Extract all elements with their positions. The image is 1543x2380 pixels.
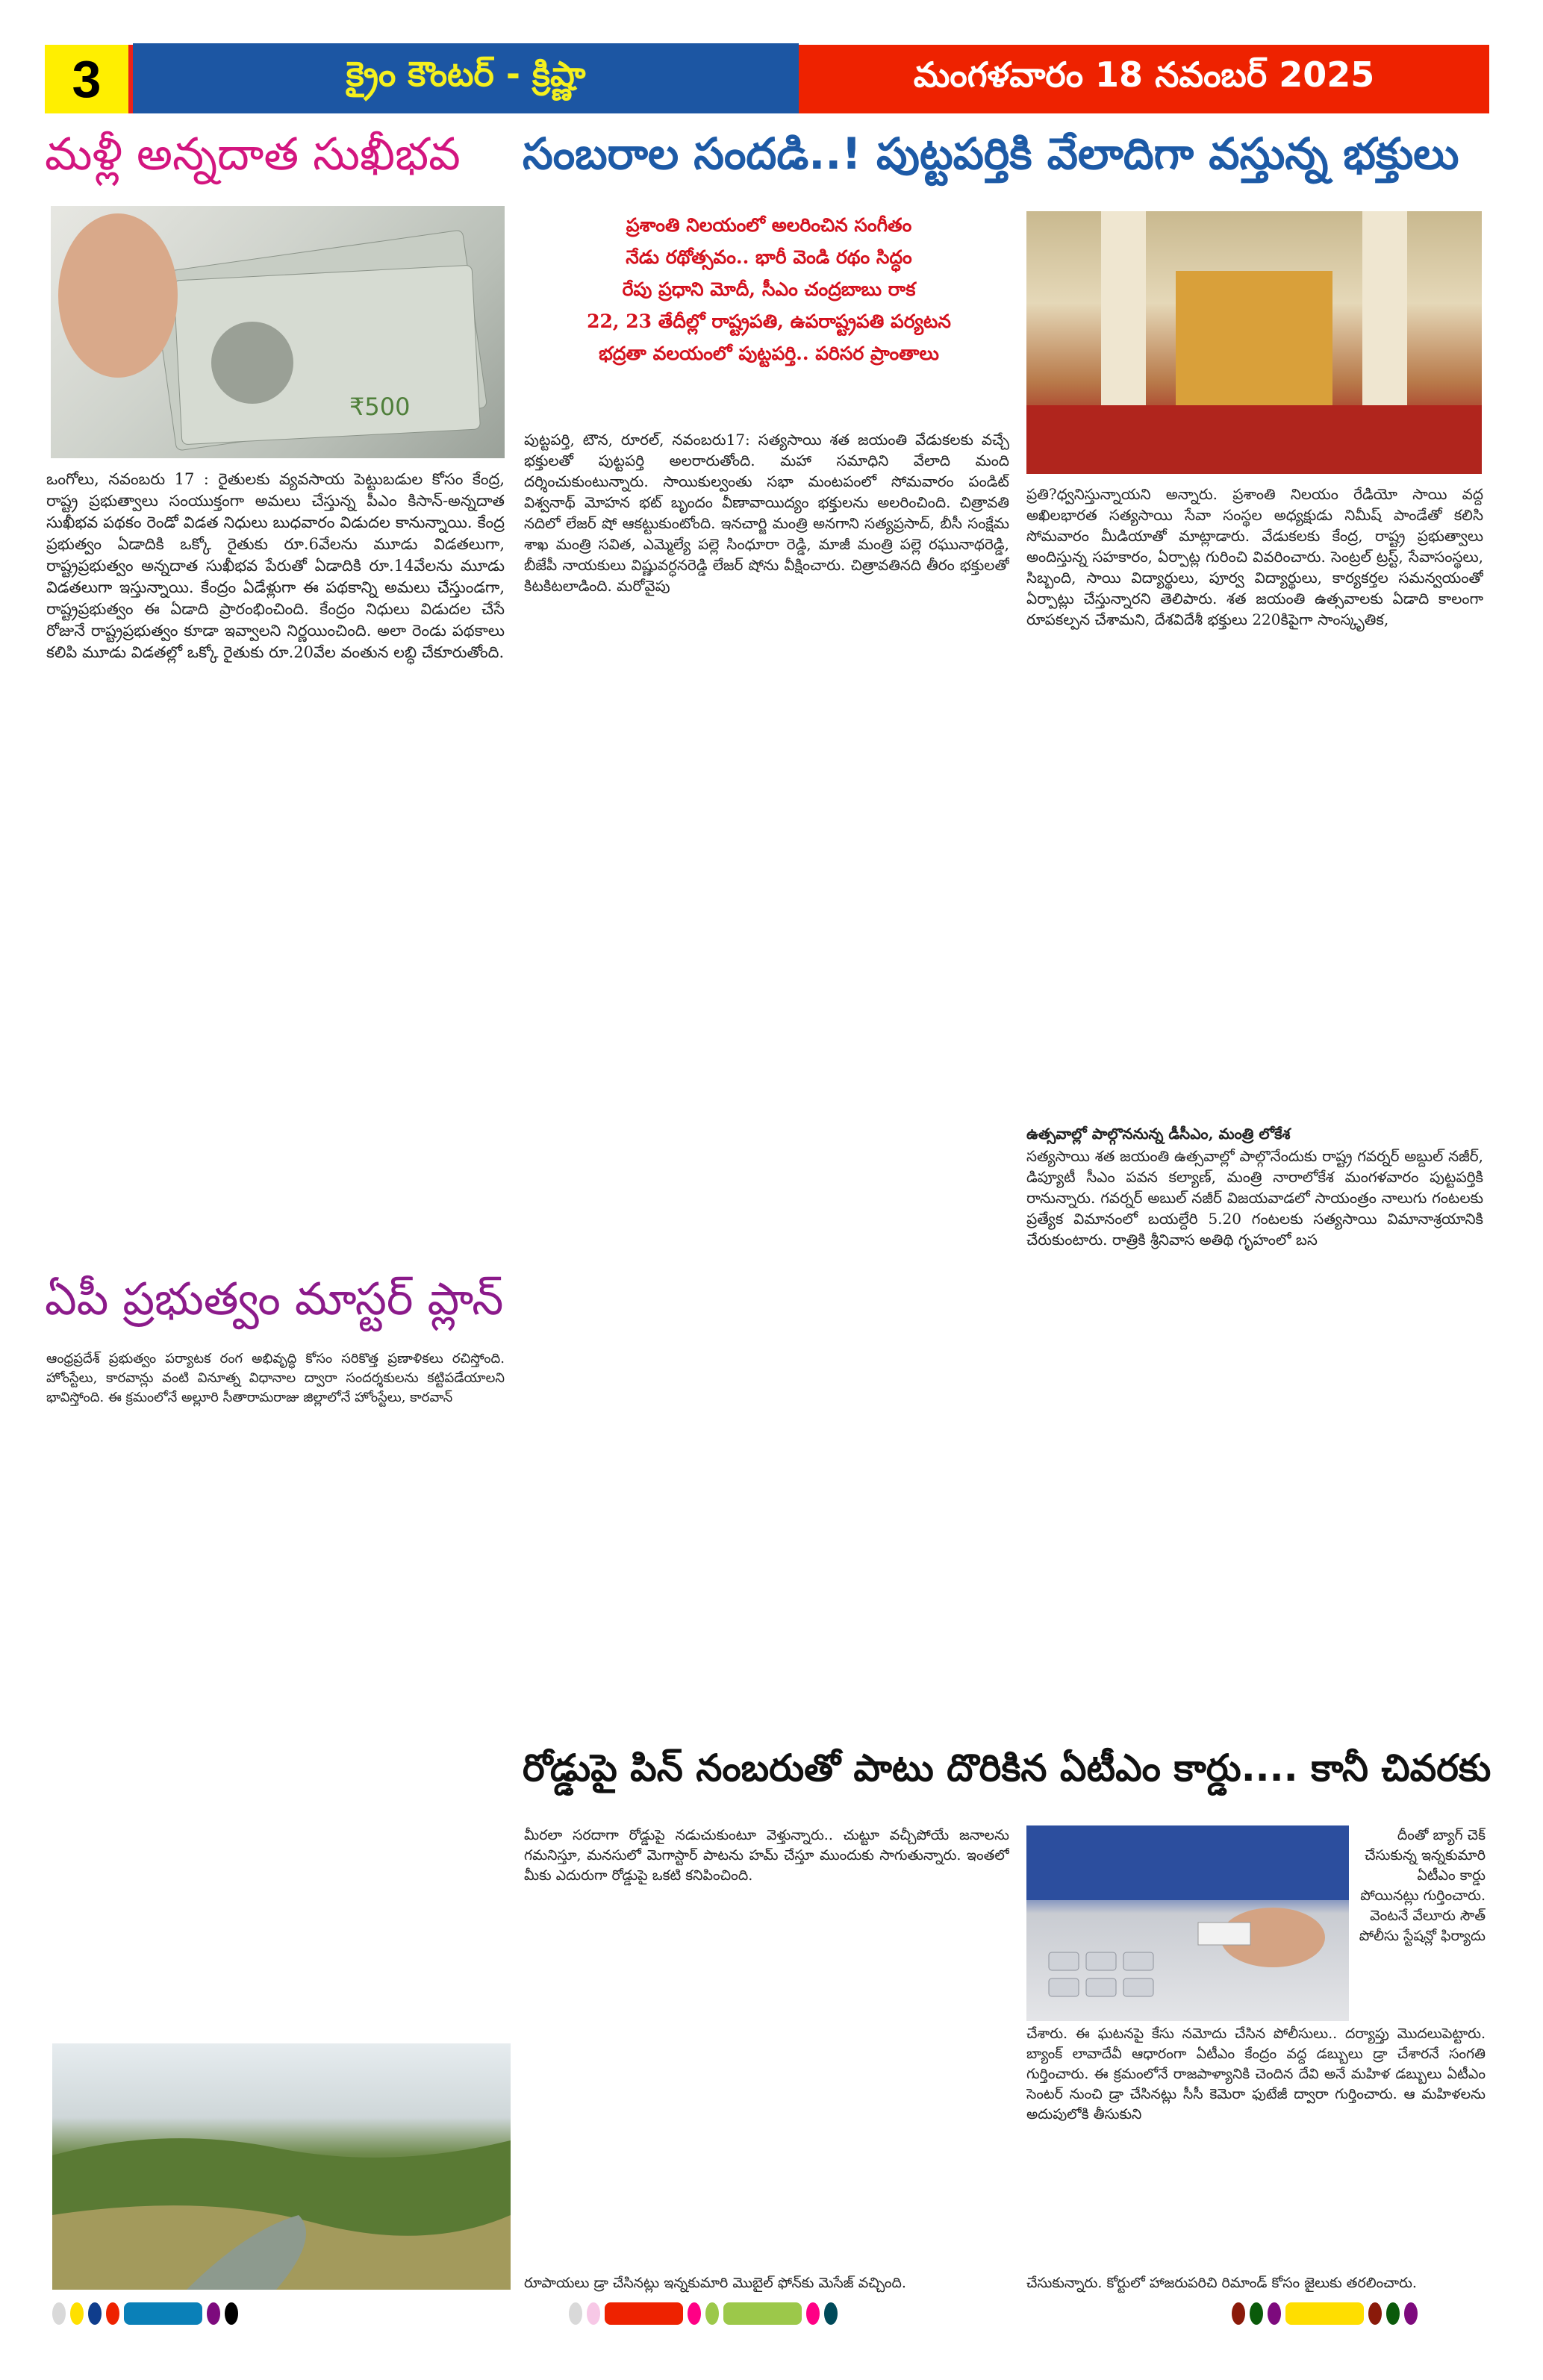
color-swatch [124, 2302, 202, 2325]
color-swatch [688, 2302, 701, 2325]
puttaparthi-body-right-2 [1026, 1123, 1483, 1735]
headline-puttaparthi: సంబరాల సందడి..! పుట్టపర్తికి వేలాదిగా వస్తున్న భక్తులు [523, 128, 1459, 179]
edition-date: మంగళవారం 18 నవంబర్ 2025 [799, 45, 1489, 113]
section-title: క్రైం కౌంటర్ - క్రిష్ణా [133, 43, 799, 113]
color-swatch [88, 2302, 102, 2325]
puttaparthi-body-middle [524, 429, 1009, 1739]
landscape-illustration [52, 2043, 511, 2290]
headline-master-plan: ఏపీ ప్రభుత్వం మాస్టర్ ప్లాన్ [45, 1273, 504, 1325]
color-swatch [70, 2302, 84, 2325]
atm-closing-right: చేసుకున్నారు. కోర్టులో హాజరుపరిచి రిమాండ్ కోసం జైలుకు తరలించారు. [1026, 2275, 1417, 2291]
farmers-article-body [46, 469, 505, 1267]
color-swatch [225, 2302, 238, 2325]
atm-body-left [524, 1825, 1009, 2273]
subhead-dcm-lokesh: ఉత్సవాల్లో పాల్గొననున్న డీసీఎం, మంత్రి లోకేశ [1026, 1125, 1291, 1143]
atm-body-right-top: దీంతో బ్యాగ్ చెక్ చేసుకున్న ఇన్నకుమారి ఏటీఎం కార్డు పోయినట్లు గుర్తించారు. వెంటనే వేలూరు సౌత్ పోలీసు స్టేషన్లో ఫిర్యాదు [1359, 1827, 1486, 1944]
atm-body-right-bottom: చేశారు. ఈ ఘటనపై కేసు నమోదు చేసిన పోలీసులు.. దర్యాప్తు మొదలుపెట్టారు. బ్యాంక్ లావాదేవీ ఆధారంగా ఏటీఎం కేంద్రం వద్ద డబ్బులు డ్రా చేశారనే సంగతి గుర్తించారు. ఈ క్రమంలోనే రాజపాళ్యానికి చెందిన దేవి అనే మహిళ డబ్బులు ఏటీఎం సెంటర్ నుంచి డ్రా చేసినట్లు సీసీ కెమెరా ఫుటేజీ ద్వారా గుర్తించారు. ఆ మహిళలను అదుపులోకి తీసుకుని [1026, 2026, 1486, 2123]
color-swatch [806, 2302, 820, 2325]
landscape-photo [52, 2043, 511, 2290]
color-swatch [587, 2302, 600, 2325]
subhead: 22, 23 తేదీల్లో రాష్ట్రపతి, ఉపరాష్ట్రపతి పర్యటన [587, 310, 951, 332]
atm-card-photo [1026, 1825, 1349, 2021]
page-number: 3 [45, 45, 133, 113]
color-swatch [106, 2302, 119, 2325]
paragraph: మీరలా సరదాగా రోడ్డుపై నడుచుకుంటూ వెళ్తున్నారు.. చుట్టూ వచ్చీపోయే జనాలను గమనిస్తూ, మనసులో మెగాస్టార్ పాటను హమ్ చేస్తూ ముందుకు సాగుతున్నారు. ఇంతలో మీకు ఎదురుగా రోడ్డుపై ఒకటి కనిపించింది. [524, 1827, 1009, 1884]
color-swatch [824, 2302, 838, 2325]
subhead: నేడు రథోత్సవం.. భారీ వెండి రథం సిద్ధం [626, 246, 912, 268]
paragraph: ఒంగోలు, నవంబరు 17 : రైతులకు వ్యవసాయ పెట్టుబడుల కోసం కేంద్ర, రాష్ట్ర ప్రభుత్వాలు సంయుక్తంగా అమలు చేస్తున్న పీఎం కిసాన్-అన్నదాత సుఖీభవ పథకం రెండో విడత నిధులు బుధవారం విడుదల కానున్నాయి. కేంద్ర ప్రభుత్వం ఏడాదికి ఒక్కో రైతుకు రూ.6వేలను మూడు విడతలుగా, రాష్ట్రప్రభుత్వం అన్నదాత సుఖీభవ పేరుతో ఏడాదికి రూ.14వేలను మూడు విడతలుగా ఇస్తున్నాయి. కేంద్రం ఏడేళ్లుగా ఈ పథకాన్ని అమలు చేస్తుండగా, రాష్ట్రప్రభుత్వం ఈ ఏడాది ప్రారంభించింది. కేంద్రం నిధులు విడుదల చేసే రోజునే రాష్ట్రప్రభుత్వం కూడా ఇవ్వాలని నిర్ణయించింది. అలా రెండు పథకాలు కలిపి మూడు విడతల్లో ఒక్కో రైతుకు రూ.20వేల వంతున లబ్ధి చేకూరుతోంది. [46, 470, 505, 661]
color-bar-left [52, 2302, 238, 2325]
headline-farmers: మళ్లీ అన్నదాత సుఖీభవ [45, 128, 461, 181]
paragraph: ప్రతి?ధ్వనిస్తున్నాయని అన్నారు. ప్రశాంతి నిలయం రేడియో సాయి వద్ద అఖిలభారత సత్యసాయి సేవా సంస్థల అధ్యక్షుడు నిమీష్ పాండేతో కలిసి సోమవారం మీడియాతో మాట్లాడారు. వేడుకలకు కేంద్ర, రాష్ట్ర ప్రభుత్వాలు అందిస్తున్న సహకారం, ఏర్పాట్ల గురించి వివరించారు. సెంట్రల్ ట్రస్ట్, సేవాసంస్థలు, సిబ్బంది, సాయి విద్యార్థులు, పూర్వ విద్యార్థులు, కార్యకర్తల సమన్వయంతో ఏర్పాట్లు చేస్తున్నారని తెలిపారు. శత జయంతి ఉత్సవాలకు ఏడాది కాలంగా రూపకల్పన చేశామని, దేశవిదేశీ భక్తులు 220కిపైగా సాంస్కృతిక, [1026, 485, 1483, 628]
color-swatch [1386, 2302, 1400, 2325]
color-swatch [1368, 2302, 1382, 2325]
subhead: రేపు ప్రధాని మోదీ, సీఎం చంద్రబాబు రాక [622, 278, 916, 300]
svg-text:₹500: ₹500 [349, 393, 411, 421]
rupee-notes-photo [51, 206, 505, 458]
paragraph: ఆంధ్రప్రదేశ్ ప్రభుత్వం పర్యాటక రంగ అభివృద్ధి కోసం సరికొత్త ప్రణాళికలు రచిస్తోంది. హోంస్టేలు, కారవాన్లు వంటి వినూత్న విధానాల ద్వారా సందర్శకులను కట్టిపడేయాలని భావిస్తోంది. ఈ క్రమంలోనే అల్లూరి సీతారామరాజు జిల్లాలోనే హోంస్టేలు, కారవాన్ [46, 1351, 505, 1405]
color-bar-middle [569, 2302, 838, 2325]
color-swatch [1268, 2302, 1281, 2325]
color-swatch [1250, 2302, 1263, 2325]
puttaparthi-subheads [523, 209, 1015, 373]
puttaparthi-body-right [1026, 484, 1483, 1125]
color-swatch [723, 2302, 802, 2325]
color-swatch [1404, 2302, 1418, 2325]
color-swatch [605, 2302, 683, 2325]
subhead: భద్రతా వలయంలో పుట్టపర్తి.. పరిసర ప్రాంతాలు [599, 343, 939, 364]
paragraph: పుట్టపర్తి, టౌన, రూరల్, నవంబరు17: సత్యసాయి శత జయంతి వేడుకలకు వచ్చే భక్తులతో పుట్టపర్తి అలరారుతోంది. మహా సమాధిని వేలాది మంది దర్శించుకుంటున్నారు. సాయికుల్వంతు సభా మంటపంలో సోమవారం పండిట్ విశ్వనాథ్ మోహన భట్ బృందం వీణావాయిద్యం భక్తులను అలరించింది. చిత్రావతి నదిలో లేజర్ షో ఆకట్టుకుంటోంది. ఇనచార్జి మంత్రి అనగాని సత్యప్రసాద్, బీసీ సంక్షేమ శాఖ మంత్రి సవిత, ఎమ్మెల్యే పల్లె సింధూరా రెడ్డి, మాజీ మంత్రి పల్లె రఘునాథరెడ్డి, బీజేపీ నాయకులు విష్ణువర్ధనరెడ్డి లేజర్ షోను వీక్షించారు. చిత్రావతినది తీరం భక్తులతో కిటకిటలాడింది. మరోవైపు [524, 431, 1009, 595]
color-swatch [52, 2302, 66, 2325]
rupee-notes-illustration [51, 206, 505, 458]
color-swatch [569, 2302, 582, 2325]
color-swatch [1232, 2302, 1245, 2325]
color-swatch [705, 2302, 719, 2325]
color-swatch [207, 2302, 220, 2325]
temple-illustration [1026, 211, 1482, 474]
atm-closing-left: రూపాయలు డ్రా చేసినట్లు ఇన్నకుమారి మొబైల్ ఫోన్‌కు మెసేజ్ వచ్చింది. [524, 2275, 906, 2291]
subhead: ప్రశాంతి నిలయంలో అలరించిన సంగీతం [626, 214, 912, 236]
atm-illustration [1026, 1825, 1349, 2021]
color-bar-right [1232, 2302, 1418, 2325]
temple-decoration-photo [1026, 211, 1482, 474]
master-plan-article-body [46, 1349, 505, 2028]
headline-atm: రోడ్డుపై పిన్ నంబరుతో పాటు దొరికిన ఏటీఎం కార్డు.... కానీ చివరకు [523, 1746, 1491, 1790]
paragraph: సత్యసాయి శత జయంతి ఉత్సవాల్లో పాల్గొనేందుకు రాష్ట్ర గవర్నర్ అబ్దుల్ నజీర్, డిప్యూటీ సీఎం పవన కల్యాణ్, మంత్రి నారాలోకేశ మంగళవారం పుట్టపర్తికి రానున్నారు. గవర్నర్ అబుల్ నజీర్ విజయవాడలో సాయంత్రం నాలుగు గంటలకు ప్రత్యేక విమానంలో బయల్దేరి 5.20 గంటలకు సత్యసాయి విమానాశ్రయానికి చేరుకుంటారు. రాత్రికి శ్రీనివాస అతిథి గృహంలో బస [1026, 1147, 1483, 1249]
color-swatch [1285, 2302, 1364, 2325]
